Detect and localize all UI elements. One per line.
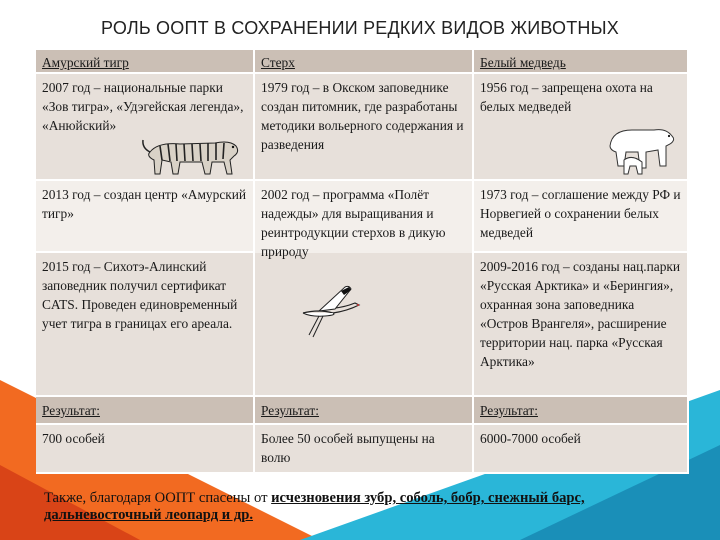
bear-cell-2: 1973 год – соглашение между РФ и Норвегией о сохранении белых медведей	[474, 181, 689, 253]
slide-title: РОЛЬ ООПТ В СОХРАНЕНИИ РЕДКИХ ВИДОВ ЖИВОТНЫХ	[101, 18, 619, 38]
result-tiger: 700 особей	[36, 425, 255, 474]
result-crane: Более 50 особей выпущены на волю	[255, 425, 474, 474]
tiger-text-1: 2007 год – национальные парки «Зов тигра», «Удэгейская легенда», «Анюйский»	[42, 80, 244, 133]
crane-image	[289, 283, 365, 339]
tiger-cell-2: 2013 год – создан центр «Амурский тигр»	[36, 181, 255, 253]
crane-cell-2	[255, 181, 474, 397]
header-bear: Белый медведь	[474, 50, 689, 74]
result-bear: 6000-7000 особей	[474, 425, 689, 474]
bear-text-1: 1956 год – запрещена охота на белых медведей	[480, 80, 653, 114]
tiger-cell-3: 2015 год – Сихотэ-Алинский заповедник получил сертификат CATS. Проведен единовременный учет тигра в границах его ареала.	[36, 253, 255, 397]
bear-cell-3: 2009-2016 год – созданы нац.парки «Русская Арктика» и «Берингия», охранная зона заповедника «Остров Врангеля», расширение территории нац. парка «Русская Арктика»	[474, 253, 689, 397]
result-label-crane: Результат:	[255, 397, 474, 425]
footer-note	[44, 490, 684, 524]
species-table	[36, 50, 689, 474]
tiger-cell-1	[36, 74, 255, 181]
header-tiger: Амурский тигр	[36, 50, 255, 74]
footer-prefix: Также, благодаря ООПТ спасены от	[44, 490, 272, 506]
crane-cell-1: 1979 год – в Окском заповеднике создан питомник, где разработаны методики вольерного содержания и разведения	[255, 74, 474, 181]
header-crane: Стерх	[255, 50, 474, 74]
polar-bear-image	[602, 116, 678, 178]
footer-emphasis: исчезновения зубр, соболь, бобр, снежный барс, дальневосточный леопард и др.	[44, 490, 585, 523]
bear-cell-1	[474, 74, 689, 181]
result-label-bear: Результат:	[474, 397, 689, 425]
crane-text-2: 2002 год – программа «Полёт надежды» для выращивания и реинтродукции стерхов в дикую природу	[261, 187, 446, 259]
result-label-tiger: Результат:	[36, 397, 255, 425]
tiger-image	[140, 132, 246, 178]
